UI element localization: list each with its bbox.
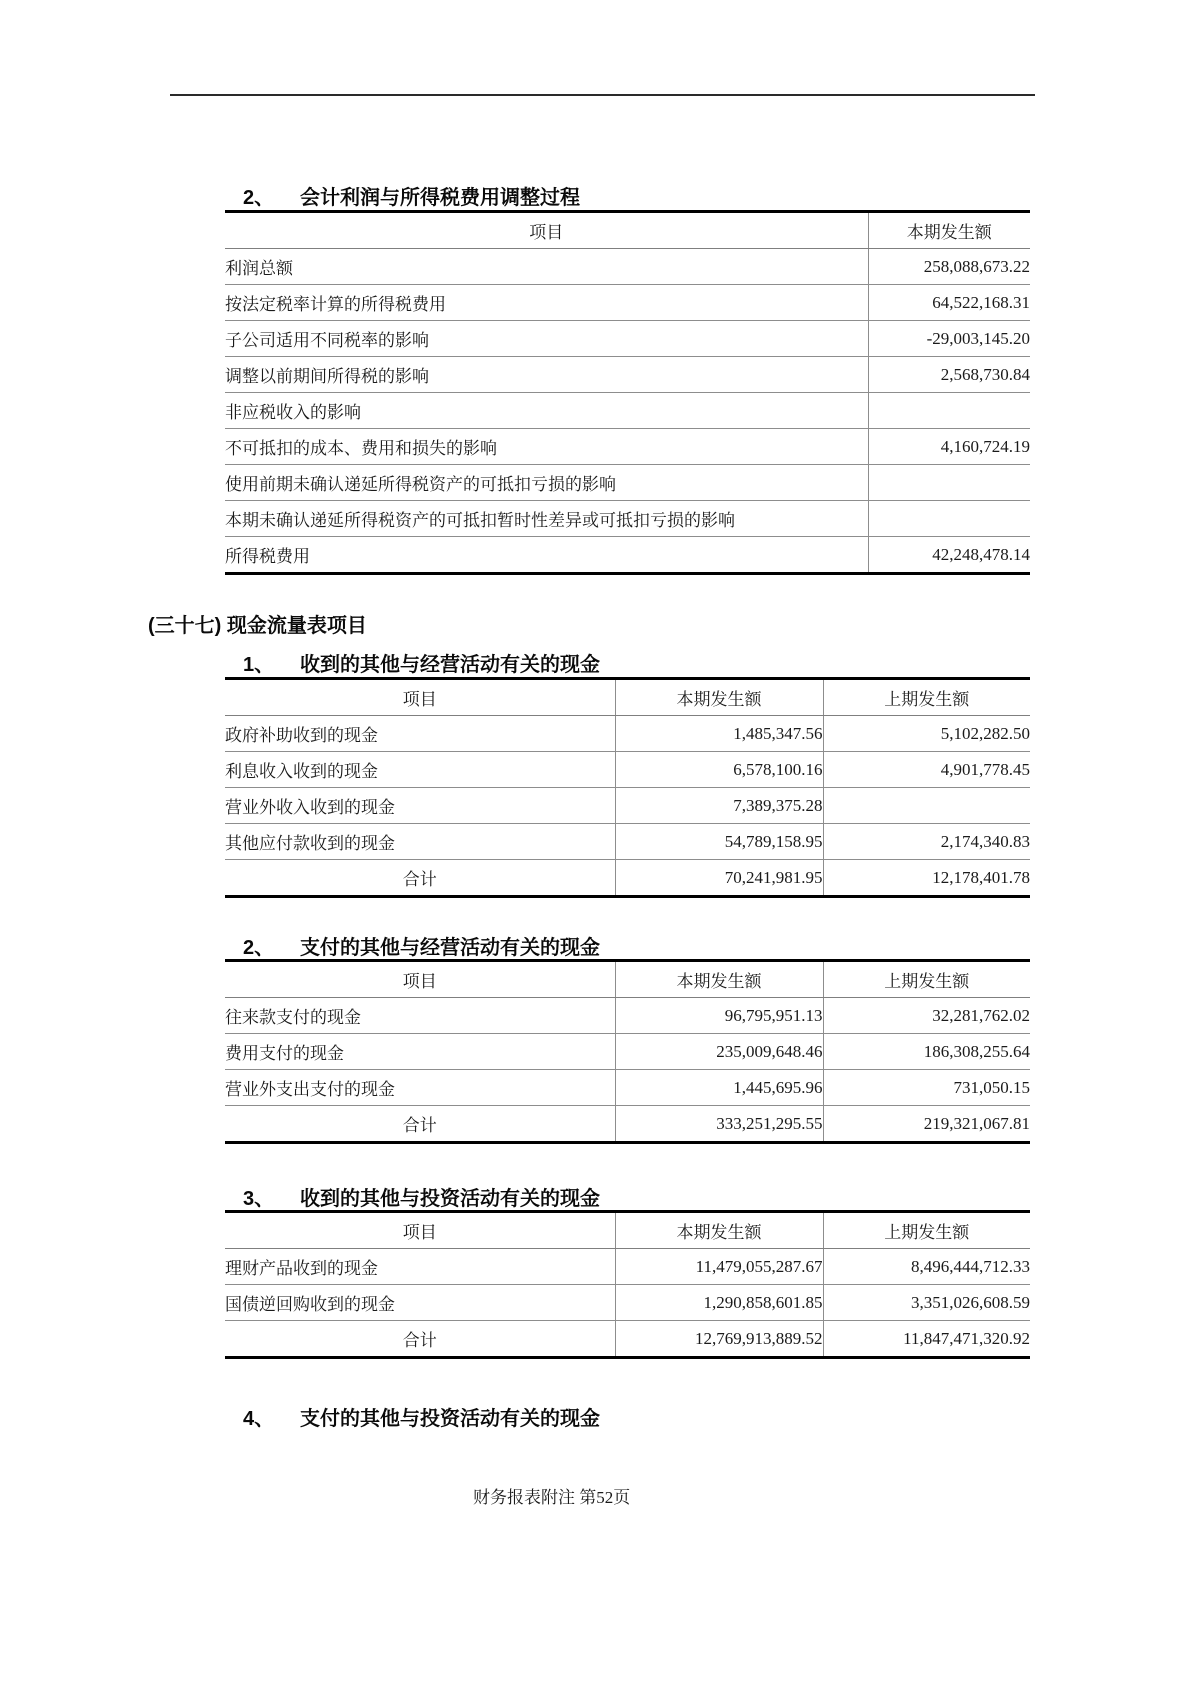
row-label: 不可抵扣的成本、费用和损失的影响	[225, 429, 868, 465]
section-title: 收到的其他与经营活动有关的现金	[300, 654, 600, 676]
other-cash-paid-operating-table	[225, 959, 1030, 1144]
income-tax-adjustment-table	[225, 210, 1030, 575]
row-value-prior: 8,496,444,712.33	[823, 1249, 1030, 1285]
row-value-current: 1,290,858,601.85	[615, 1285, 823, 1321]
row-value-current	[868, 501, 1030, 537]
column-header-prior-period: 上期发生额	[823, 679, 1030, 716]
column-header-item: 项目	[225, 212, 868, 249]
row-value-current: 2,568,730.84	[868, 357, 1030, 393]
row-value-prior: 2,174,340.83	[823, 824, 1030, 860]
section-title: 支付的其他与投资活动有关的现金	[300, 1408, 600, 1430]
section-number: 1、	[243, 654, 275, 676]
column-header-current-period: 本期发生额	[615, 679, 823, 716]
table-row	[225, 716, 1030, 752]
row-label: 国债逆回购收到的现金	[225, 1285, 615, 1321]
subsection-heading-received-investing	[243, 1182, 600, 1211]
total-value-current: 333,251,295.55	[615, 1106, 823, 1143]
section-title: 支付的其他与经营活动有关的现金	[300, 937, 600, 959]
row-label: 营业外支出支付的现金	[225, 1070, 615, 1106]
section-title: 会计利润与所得税费用调整过程	[300, 187, 580, 209]
subsection-heading-paid-operating	[243, 931, 600, 960]
row-value-prior	[823, 788, 1030, 824]
table-row	[225, 321, 1030, 357]
row-value-prior: 186,308,255.64	[823, 1034, 1030, 1070]
total-label: 合计	[402, 1116, 437, 1135]
row-label: 使用前期未确认递延所得税资产的可抵扣亏损的影响	[225, 465, 868, 501]
subsection-heading-paid-investing	[243, 1402, 600, 1431]
total-value-prior: 11,847,471,320.92	[823, 1321, 1030, 1358]
column-header-current-period: 本期发生额	[615, 1212, 823, 1249]
row-value-current: 4,160,724.19	[868, 429, 1030, 465]
table-row	[225, 429, 1030, 465]
total-value-current: 70,241,981.95	[615, 860, 823, 897]
row-value-current: 258,088,673.22	[868, 249, 1030, 285]
subsection-heading-received-operating	[243, 648, 600, 677]
column-header-item: 项目	[225, 1212, 615, 1249]
row-value-current: 6,578,100.16	[615, 752, 823, 788]
table-row	[225, 465, 1030, 501]
table-header-row	[225, 679, 1030, 716]
table-header-row	[225, 961, 1030, 998]
table-row	[225, 285, 1030, 321]
table-header-row	[225, 1212, 1030, 1249]
row-label: 按法定税率计算的所得税费用	[225, 285, 868, 321]
total-value-prior: 219,321,067.81	[823, 1106, 1030, 1143]
row-value-current	[868, 393, 1030, 429]
column-header-current-period: 本期发生额	[615, 961, 823, 998]
row-value-current: 1,485,347.56	[615, 716, 823, 752]
table-row	[225, 788, 1030, 824]
row-value-current: 42,248,478.14	[868, 537, 1030, 574]
row-label: 营业外收入收到的现金	[225, 788, 615, 824]
section-number: 4、	[243, 1408, 275, 1430]
column-header-item: 项目	[225, 961, 615, 998]
table-total-row	[225, 1106, 1030, 1143]
row-value-current: 7,389,375.28	[615, 788, 823, 824]
total-value-prior: 12,178,401.78	[823, 860, 1030, 897]
section-title: 收到的其他与投资活动有关的现金	[300, 1188, 600, 1210]
row-label: 其他应付款收到的现金	[225, 824, 615, 860]
table-total-row	[225, 1321, 1030, 1358]
column-header-prior-period: 上期发生额	[823, 961, 1030, 998]
section-number: 3、	[243, 1188, 275, 1210]
row-label: 利息收入收到的现金	[225, 752, 615, 788]
section-heading-income-tax-adjustment	[243, 181, 580, 210]
table-header-row	[225, 212, 1030, 249]
other-cash-received-investing-table	[225, 1210, 1030, 1359]
table-row	[225, 1034, 1030, 1070]
table-row	[225, 393, 1030, 429]
table-row	[225, 1070, 1030, 1106]
row-label: 利润总额	[225, 249, 868, 285]
row-label: 所得税费用	[225, 547, 310, 566]
section-number: 2、	[243, 937, 275, 959]
row-label: 非应税收入的影响	[225, 393, 868, 429]
row-label: 理财产品收到的现金	[225, 1249, 615, 1285]
table-row	[225, 249, 1030, 285]
table-row	[225, 1249, 1030, 1285]
total-label: 合计	[402, 870, 437, 889]
table-row	[225, 357, 1030, 393]
total-label: 合计	[402, 1331, 437, 1350]
row-value-prior: 32,281,762.02	[823, 998, 1030, 1034]
row-label: 本期未确认递延所得税资产的可抵扣暂时性差异或可抵扣亏损的影响	[225, 501, 868, 537]
row-value-prior: 3,351,026,608.59	[823, 1285, 1030, 1321]
column-header-current-period: 本期发生额	[868, 212, 1030, 249]
row-value-current: 54,789,158.95	[615, 824, 823, 860]
row-value-current: 1,445,695.96	[615, 1070, 823, 1106]
row-value-prior: 4,901,778.45	[823, 752, 1030, 788]
total-value-current: 12,769,913,889.52	[615, 1321, 823, 1358]
table-row	[225, 501, 1030, 537]
table-row	[225, 1285, 1030, 1321]
column-header-prior-period: 上期发生额	[823, 1212, 1030, 1249]
row-value-prior: 5,102,282.50	[823, 716, 1030, 752]
row-label: 往来款支付的现金	[225, 998, 615, 1034]
row-value-current: 96,795,951.13	[615, 998, 823, 1034]
section-heading-cash-flow-items: (三十七) 现金流量表项目	[148, 615, 367, 637]
table-row	[225, 752, 1030, 788]
row-label: 费用支付的现金	[225, 1034, 615, 1070]
column-header-item: 项目	[225, 679, 615, 716]
row-label: 子公司适用不同税率的影响	[225, 321, 868, 357]
row-label: 调整以前期间所得税的影响	[225, 357, 868, 393]
row-label: 政府补助收到的现金	[225, 716, 615, 752]
page-footer: 财务报表附注 第52页	[473, 1488, 631, 1507]
row-value-current: -29,003,145.20	[868, 321, 1030, 357]
table-row	[225, 824, 1030, 860]
row-value-prior: 731,050.15	[823, 1070, 1030, 1106]
row-value-current: 64,522,168.31	[868, 285, 1030, 321]
other-cash-received-operating-table	[225, 677, 1030, 898]
row-value-current: 11,479,055,287.67	[615, 1249, 823, 1285]
page-header-rule	[170, 94, 1035, 96]
table-row	[225, 998, 1030, 1034]
table-row	[225, 537, 1030, 574]
row-value-current: 235,009,648.46	[615, 1034, 823, 1070]
section-number: 2、	[243, 187, 275, 209]
table-total-row	[225, 860, 1030, 897]
row-value-current	[868, 465, 1030, 501]
